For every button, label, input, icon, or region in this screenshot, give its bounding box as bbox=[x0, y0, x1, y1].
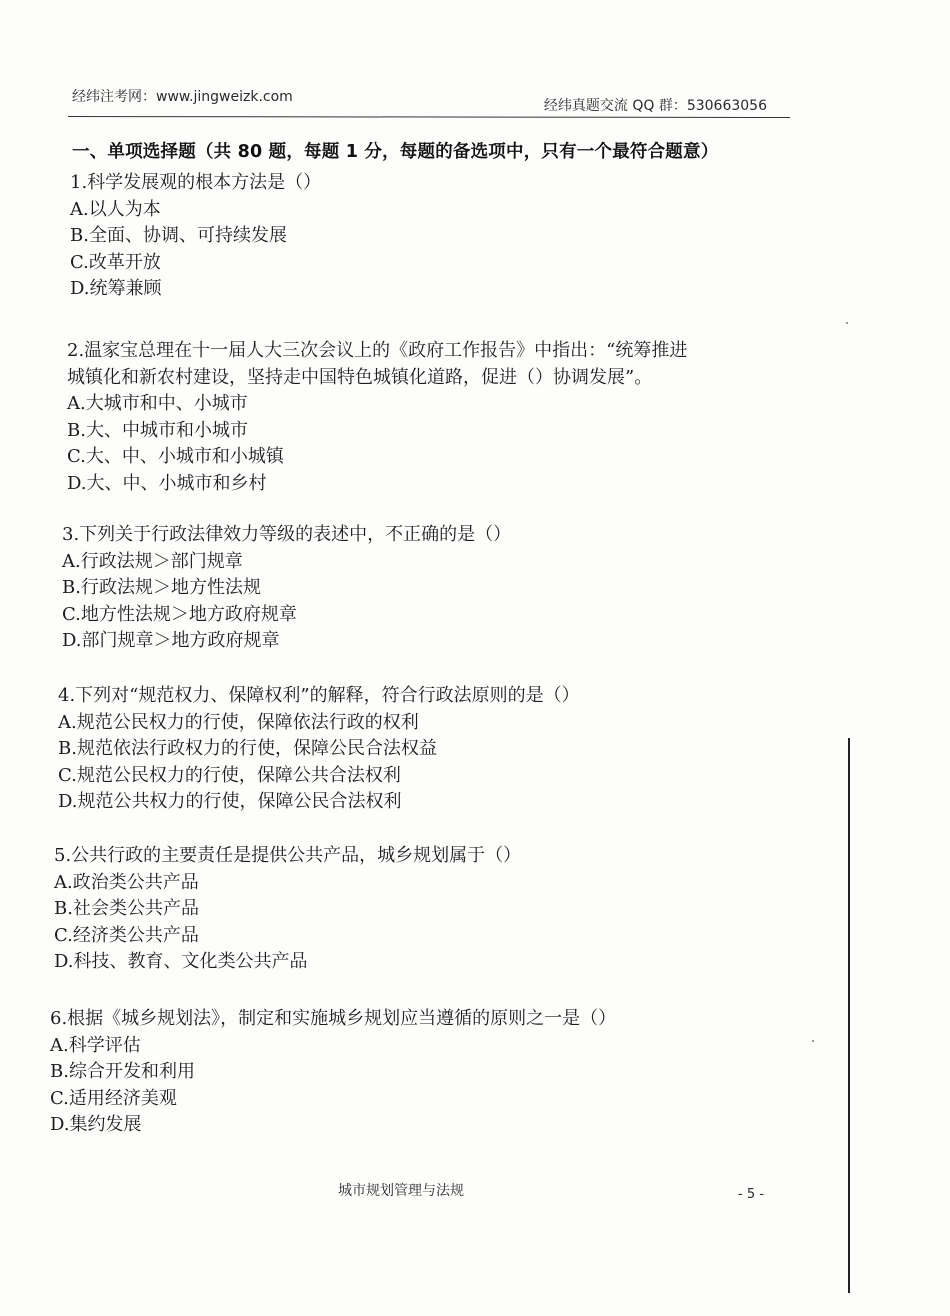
scan-speck bbox=[812, 1040, 814, 1042]
section-heading: 一、单项选择题（共 80 题，每题 1 分，每题的备选项中，只有一个最符合题意） bbox=[72, 142, 719, 162]
header-site: 经纬注考网：www.jingweizk.com bbox=[72, 89, 293, 105]
option-d: D.大、中、小城市和乡村 bbox=[67, 472, 267, 494]
scan-edge-line bbox=[848, 738, 850, 1293]
option-a: A.政治类公共产品 bbox=[54, 871, 199, 893]
header-qq-group: 经纬真题交流 QQ 群：530663056 bbox=[543, 98, 767, 114]
option-c: C.规范公民权力的行使，保障公共合法权利 bbox=[58, 764, 401, 786]
scan-speck bbox=[846, 322, 848, 324]
question-stem: 6.根据《城乡规划法》，制定和实施城乡规划应当遵循的原则之一是（） bbox=[50, 1008, 617, 1029]
question-stem: 5.公共行政的主要责任是提供公共产品，城乡规划属于（） bbox=[54, 845, 522, 866]
question-stem: 4.下列对“规范权力、保障权利”的解释，符合行政法原则的是（） bbox=[58, 685, 580, 706]
option-c: C.改革开放 bbox=[70, 251, 161, 273]
question-5 bbox=[54, 843, 521, 976]
footer-page-number: - 5 - bbox=[738, 1187, 764, 1202]
option-b: B.大、中城市和小城市 bbox=[67, 419, 248, 441]
option-b: B.行政法规＞地方性法规 bbox=[62, 577, 261, 598]
question-stem: 1.科学发展观的根本方法是（） bbox=[70, 172, 322, 193]
option-c: C.大、中、小城市和小城镇 bbox=[67, 446, 284, 467]
option-a: A.科学评估 bbox=[50, 1034, 141, 1056]
question-1 bbox=[70, 170, 321, 303]
question-6 bbox=[50, 1006, 616, 1139]
option-d: D.规范公共权力的行使，保障公民合法权利 bbox=[58, 791, 402, 812]
option-d: D.部门规章＞地方政府规章 bbox=[62, 630, 280, 651]
question-4 bbox=[58, 683, 580, 816]
question-stem-cont: 城镇化和新农村建设，坚持走中国特色城镇化道路，促进（）协调发展”。 bbox=[67, 366, 653, 388]
question-stem: 2.温家宝总理在十一届人大三次会议上的《政府工作报告》中指出：“统筹推进 bbox=[67, 340, 688, 361]
option-a: A.行政法规＞部门规章 bbox=[62, 550, 243, 572]
header-divider bbox=[68, 116, 790, 118]
question-3 bbox=[62, 522, 511, 655]
question-stem: 3.下列关于行政法律效力等级的表述中，不正确的是（） bbox=[62, 524, 512, 545]
option-a: A.大城市和中、小城市 bbox=[67, 393, 248, 414]
option-d: D.科技、教育、文化类公共产品 bbox=[54, 951, 308, 972]
option-c: C.适用经济美观 bbox=[50, 1087, 177, 1109]
option-c: C.地方性法规＞地方政府规章 bbox=[62, 603, 297, 625]
option-b: B.全面、协调、可持续发展 bbox=[70, 225, 287, 246]
option-d: D.集约发展 bbox=[50, 1114, 142, 1135]
footer-book-title: 城市规划管理与法规 bbox=[338, 1183, 464, 1199]
option-b: B.规范依法行政权力的行使，保障公民合法权益 bbox=[58, 738, 437, 759]
option-a: A.以人为本 bbox=[70, 198, 161, 220]
option-d: D.统筹兼顾 bbox=[70, 278, 162, 299]
option-a: A.规范公民权力的行使，保障依法行政的权利 bbox=[58, 711, 419, 733]
question-2 bbox=[67, 338, 687, 497]
option-c: C.经济类公共产品 bbox=[54, 924, 199, 946]
option-b: B.综合开发和利用 bbox=[50, 1061, 195, 1082]
option-b: B.社会类公共产品 bbox=[54, 898, 199, 919]
